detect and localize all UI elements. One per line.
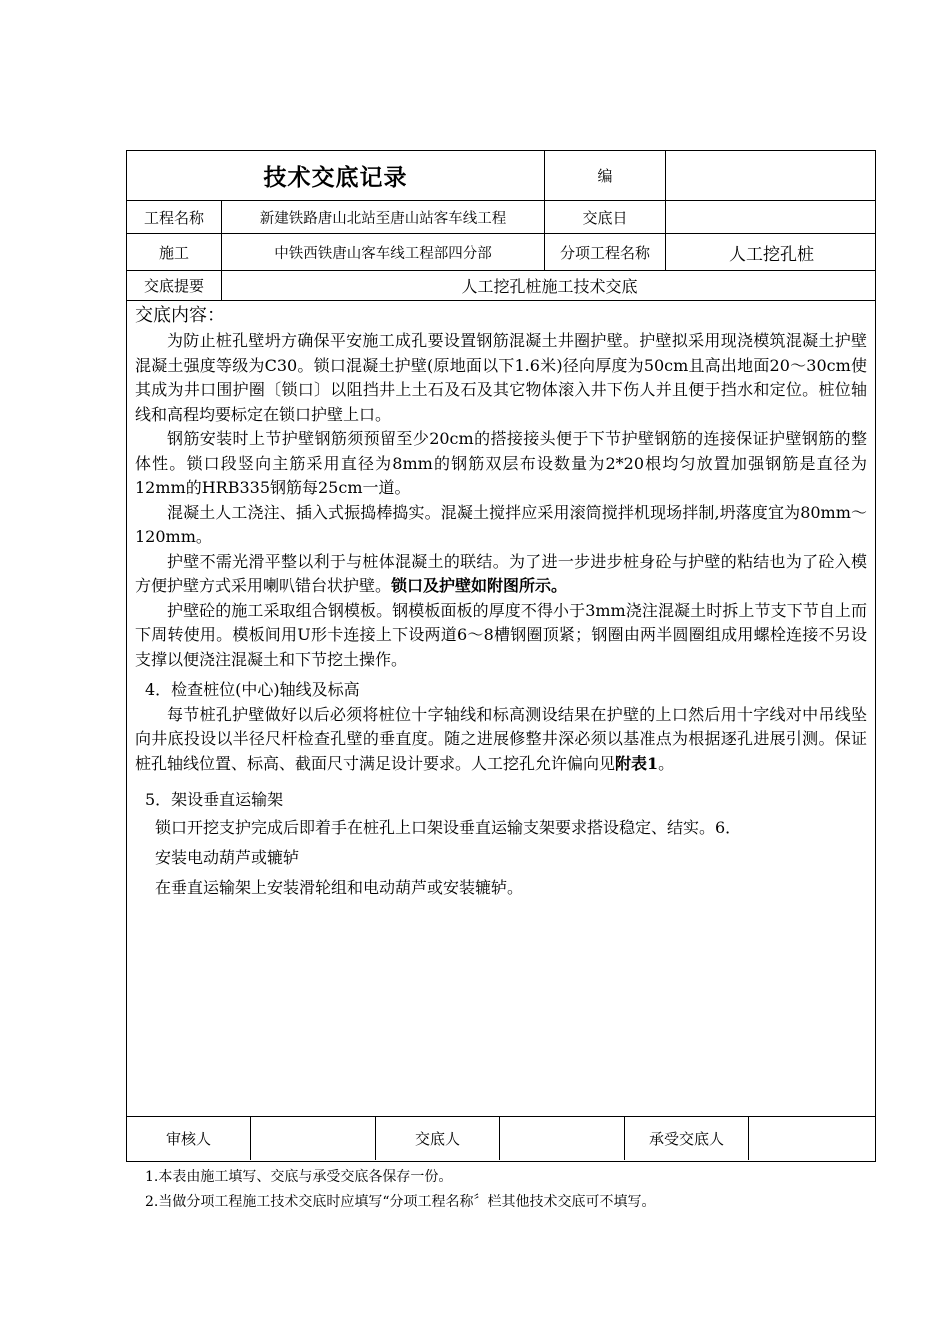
summary-value-cell[interactable] [222, 271, 877, 300]
content-paragraph-7a: 锁口开挖支护完成后即着手在桩孔上口架设垂直运输支架要求搭设稳定、结实。6． [155, 817, 742, 837]
summary-label: 交底提要 [143, 277, 204, 295]
reviewer-label-cell [127, 1117, 251, 1160]
content-heading: 交底内容： [135, 305, 225, 326]
receiver-value-cell[interactable] [749, 1117, 877, 1160]
disclosure-content [127, 301, 875, 1117]
summary-row [127, 271, 875, 301]
title-row [127, 151, 875, 201]
project-name-value: 新建铁路唐山北站至唐山站客车线工程 [259, 210, 507, 227]
section-heading-4: 4．检查桩位(中心)轴线及标高 [145, 680, 360, 699]
receiver-label-cell [625, 1117, 749, 1160]
project-name-label: 工程名称 [143, 208, 204, 227]
content-paragraph-4-text: 护壁不需光滑平整以利于与桩体混凝土的联结。为了进一步进步桩身砼与护壁的粘结也为了砼入模方便护壁方式采用喇叭错台状护壁。 [135, 551, 867, 595]
date-label-cell [545, 201, 666, 233]
receiver-label: 承受交底人 [648, 1130, 724, 1148]
note-2: 2.当做分项工程施工技术交底时应填写“分项工程名称〞栏其他技术交底可不填写。 [145, 1194, 656, 1210]
construction-unit-label-cell [127, 234, 222, 270]
summary-label-cell [127, 271, 222, 300]
date-value-cell[interactable] [666, 201, 877, 233]
date-label: 交底日 [582, 208, 628, 227]
construction-unit-value: 中铁西铁唐山客车线工程部四分部 [274, 245, 492, 262]
sub-project-value-cell[interactable] [666, 234, 877, 270]
code-label: 编 [597, 167, 613, 185]
content-paragraph-6 [135, 703, 867, 777]
content-paragraph-5: 护壁砼的施工采取组合钢模板。钢模板面板的厚度不得小于3mm浇注混凝土时拆上节支下节自上而下周转使用。模板间用U形卡连接上下设两道6～8槽钢圈顶紧；钢圈由两半圆圈组成用螺栓连接不另设支撑以便浇注混凝土和下节挖土操作。 [135, 600, 867, 669]
content-paragraph-1: 为防止桩孔壁坍方确保平安施工成孔要设置钢筋混凝土井圈护壁。护壁拟采用现浇模筑混凝土护壁混凝土强度等级为C30。锁口混凝土护壁(原地面以下1.6米)径向厚度为50cm且高出地面20～30cm使其成为井口围护圈〔锁口〕以阻挡井上土石及石及其它物体滚入井下伤人并且便于挡水和定位。桩位轴线和高程均要标定在锁口护壁上口。 [135, 331, 867, 424]
content-paragraph-4 [135, 550, 867, 599]
project-name-value-cell[interactable] [222, 201, 545, 233]
code-value-cell[interactable] [666, 151, 877, 200]
disclosure-form [126, 150, 876, 1162]
form-title-cell [127, 151, 545, 200]
discloser-value-cell[interactable] [500, 1117, 625, 1160]
figure-reference: 锁口及护壁如附图所示。 [391, 576, 568, 595]
content-paragraph-8: 在垂直运输架上安装滑轮组和电动葫芦或安装辘轳。 [155, 877, 524, 897]
form-title: 技术交底记录 [263, 165, 408, 191]
content-paragraph-7b: 安装电动葫芦或辘轳 [155, 847, 300, 867]
construction-unit-value-cell[interactable] [222, 234, 545, 270]
project-name-label-cell [127, 201, 222, 233]
project-row [127, 201, 875, 234]
discloser-label-cell [376, 1117, 500, 1160]
summary-value: 人工挖孔桩施工技术交底 [461, 277, 638, 296]
content-paragraph-2: 钢筋安装时上节护壁钢筋须预留至少20cm的搭接接头便于下节护壁钢筋的连接保证护壁钢筋的整体性。锁口段竖向主筋采用直径为8mm的钢筋双层布设数量为2*20根均匀放置加强钢筋是直径为12mm的HRB335钢筋每25cm一道。 [135, 429, 867, 497]
reviewer-label: 审核人 [165, 1130, 211, 1148]
sub-project-label-cell [545, 234, 666, 270]
form-notes [145, 1165, 656, 1215]
sub-project-value: 人工挖孔桩 [729, 244, 814, 265]
sub-project-label: 分项工程名称 [559, 243, 650, 262]
discloser-label: 交底人 [414, 1130, 460, 1148]
construction-unit-label: 施工 [158, 243, 189, 262]
note-1: 1.本表由施工填写、交底与承受交底各保存一份。 [145, 1169, 453, 1185]
construction-row [127, 234, 875, 271]
content-paragraph-3: 混凝土人工浇注、插入式振捣棒捣实。混凝土搅拌应采用滚筒搅拌机现场拌制,坍落度宜为80mm～120mm。 [135, 502, 867, 546]
section-heading-5: 5．架设垂直运输架 [145, 790, 284, 809]
reviewer-value-cell[interactable] [251, 1117, 376, 1160]
table-reference: 附表1 [615, 753, 659, 773]
content-paragraph-6-text: 每节桩孔护壁做好以后必须将桩位十字轴线和标高测设结果在护壁的上口然后用十字线对中吊线坠向井底投设以半径尺杆检查孔壁的垂直度。随之进展修整井深必须以基准点为根据逐孔进展引测。保证桩孔轴线位置、标高、截面尺寸满足设计要求。人工挖孔允许偏向见 [135, 704, 867, 773]
signature-row [127, 1117, 875, 1160]
content-paragraph-6-end: 。 [658, 753, 675, 773]
code-label-cell [545, 151, 666, 200]
